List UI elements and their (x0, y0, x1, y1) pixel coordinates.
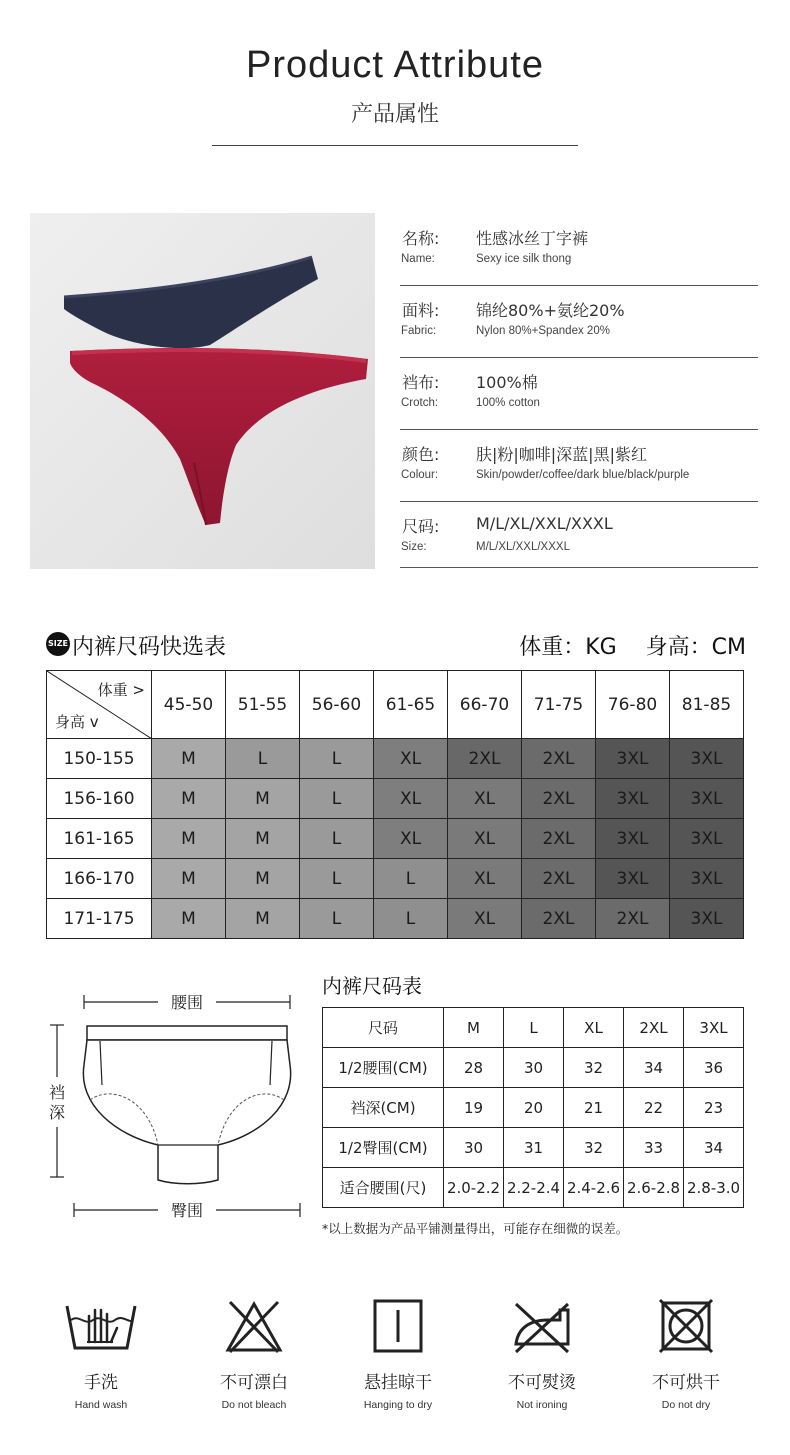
size-cell: XL (374, 779, 448, 819)
weight-header: 45-50 (152, 671, 226, 739)
size-cell: L (300, 859, 374, 899)
weight-header: 76-80 (596, 671, 670, 739)
size-table-title: 内裤尺码表 (322, 974, 422, 998)
row-label: 1/2臀围(CM) (323, 1128, 444, 1168)
attr-key: 面料: (402, 301, 440, 320)
table-cell: 2.8-3.0 (684, 1168, 744, 1208)
table-cell: 2.6-2.8 (624, 1168, 684, 1208)
waist-label: 腰围 (170, 993, 204, 1012)
table-cell: 34 (624, 1048, 684, 1088)
weight-header: 56-60 (300, 671, 374, 739)
attr-key-en: Size: (401, 541, 427, 553)
care-label-en: Hanging to dry (363, 1399, 433, 1411)
care-label: 手洗 (84, 1373, 118, 1393)
attr-value-en: 100% cotton (476, 397, 540, 409)
measurement-diagram (40, 985, 310, 1225)
no-iron-icon (510, 1298, 574, 1354)
attr-value-en: Sexy ice silk thong (476, 253, 572, 265)
care-item-no-bleach (194, 1298, 314, 1411)
size-cell: 3XL (596, 739, 670, 779)
hang-dry-icon (372, 1298, 424, 1354)
size-cell: L (226, 739, 300, 779)
table-cell: 2.2-2.4 (504, 1168, 564, 1208)
row-label: 适合腰围(尺) (323, 1168, 444, 1208)
size-cell: 3XL (596, 819, 670, 859)
table-cell: 32 (564, 1048, 624, 1088)
attr-value-en: M/L/XL/XXL/XXXL (476, 541, 570, 553)
attr-value-en: Skin/powder/coffee/dark blue/black/purple (476, 469, 690, 481)
corner-cell (47, 671, 152, 739)
size-cell: 3XL (670, 819, 744, 859)
size-cell: 2XL (522, 899, 596, 939)
height-header: 161-165 (47, 819, 152, 859)
page-subtitle: 产品属性 (350, 102, 439, 127)
table-cell: 34 (684, 1128, 744, 1168)
care-item-hand-wash (41, 1298, 161, 1411)
weight-header: 61-65 (374, 671, 448, 739)
table-cell: 21 (564, 1088, 624, 1128)
page-title: Product Attribute (246, 44, 544, 86)
size-cell: 3XL (596, 859, 670, 899)
size-cell: M (226, 899, 300, 939)
size-cell: 2XL (522, 859, 596, 899)
header-cell: 尺码 (323, 1008, 444, 1048)
quick-chart-units: 体重：KG 身高：CM (519, 635, 746, 660)
page-header (0, 44, 790, 128)
table-cell: 28 (444, 1048, 504, 1088)
attr-value: 100%棉 (476, 373, 538, 392)
attr-key: 尺码: (402, 517, 440, 536)
table-cell: 30 (504, 1048, 564, 1088)
table-cell: 2.0-2.2 (444, 1168, 504, 1208)
table-row (47, 819, 744, 859)
size-cell: L (300, 819, 374, 859)
care-item-hang-dry (338, 1298, 458, 1411)
weight-header: 51-55 (226, 671, 300, 739)
attr-value: 肤|粉|咖啡|深蓝|黑|紫红 (476, 445, 647, 464)
attr-name (400, 214, 758, 286)
size-cell: M (152, 779, 226, 819)
height-header: 171-175 (47, 899, 152, 939)
height-header: 166-170 (47, 859, 152, 899)
hand-wash-icon (63, 1298, 139, 1354)
row-label: 裆深(CM) (323, 1088, 444, 1128)
table-row (323, 1048, 744, 1088)
table-row (323, 1088, 744, 1128)
attr-crotch (400, 358, 758, 430)
table-row (323, 1168, 744, 1208)
size-cell: 3XL (596, 779, 670, 819)
quick-chart-header (46, 630, 746, 664)
size-cell: 2XL (596, 899, 670, 939)
size-cell: M (226, 779, 300, 819)
size-cell: XL (448, 779, 522, 819)
care-label-en: Do not dry (661, 1399, 711, 1411)
care-label-en: Do not bleach (221, 1399, 287, 1411)
size-cell: XL (448, 899, 522, 939)
rise-label: 裆深 (48, 1083, 65, 1122)
table-row (47, 739, 744, 779)
weight-axis-label: 体重 > (97, 681, 145, 699)
size-cell: 2XL (522, 779, 596, 819)
weight-header: 81-85 (670, 671, 744, 739)
care-label: 不可漂白 (220, 1373, 288, 1393)
care-label-en: Not ironing (516, 1399, 568, 1411)
size-cell: XL (374, 819, 448, 859)
attr-key-en: Colour: (401, 469, 439, 481)
table-cell: 36 (684, 1048, 744, 1088)
attr-fabric (400, 286, 758, 358)
hip-label: 臀围 (170, 1201, 204, 1220)
care-label: 悬挂晾干 (364, 1373, 432, 1393)
size-cell: XL (448, 859, 522, 899)
size-cell: 3XL (670, 859, 744, 899)
height-header: 150-155 (47, 739, 152, 779)
measurement-note: *以上数据为产品平铺测量得出，可能存在细微的误差。 (322, 1221, 629, 1236)
table-cell: 19 (444, 1088, 504, 1128)
care-item-no-tumble-dry (626, 1298, 746, 1411)
table-cell: 22 (624, 1088, 684, 1128)
size-cell: 2XL (522, 819, 596, 859)
table-row (47, 899, 744, 939)
attr-key: 颜色: (402, 445, 440, 464)
size-cell: 2XL (448, 739, 522, 779)
no-tumble-dry-icon (658, 1298, 714, 1354)
size-cell: M (152, 899, 226, 939)
size-cell: L (300, 739, 374, 779)
care-item-no-iron (482, 1298, 602, 1411)
header-cell: L (504, 1008, 564, 1048)
height-axis-label: 身高 v (55, 713, 99, 731)
quick-chart-title: 内裤尺码快选表 (72, 635, 227, 660)
header-divider (212, 145, 578, 146)
attr-size (400, 502, 758, 568)
table-cell: 2.4-2.6 (564, 1168, 624, 1208)
weight-header: 66-70 (448, 671, 522, 739)
size-cell: L (300, 899, 374, 939)
attr-value: M/L/XL/XXL/XXXL (476, 514, 613, 533)
size-cell: XL (448, 819, 522, 859)
size-table (322, 1007, 744, 1208)
size-cell: 3XL (670, 899, 744, 939)
care-label: 不可烘干 (652, 1373, 720, 1393)
table-row (323, 1128, 744, 1168)
header-cell: M (444, 1008, 504, 1048)
size-cell: L (374, 859, 448, 899)
attr-key-en: Crotch: (401, 397, 439, 409)
table-cell: 30 (444, 1128, 504, 1168)
attr-key: 裆布: (402, 373, 440, 392)
size-cell: 3XL (670, 739, 744, 779)
quick-size-table (46, 670, 744, 939)
size-cell: 2XL (522, 739, 596, 779)
size-cell: L (374, 899, 448, 939)
attr-key: 名称: (402, 229, 440, 248)
size-cell: XL (374, 739, 448, 779)
size-cell: M (152, 739, 226, 779)
size-cell: 3XL (670, 779, 744, 819)
product-photo (30, 213, 375, 569)
attribute-list (400, 214, 758, 568)
size-badge-icon: SIZE (46, 632, 70, 656)
care-label: 不可熨烫 (508, 1373, 576, 1393)
table-cell: 31 (504, 1128, 564, 1168)
table-cell: 23 (684, 1088, 744, 1128)
header-cell: XL (564, 1008, 624, 1048)
height-header: 156-160 (47, 779, 152, 819)
size-cell: L (300, 779, 374, 819)
attr-value: 锦纶80%+氨纶20% (476, 301, 625, 320)
table-cell: 32 (564, 1128, 624, 1168)
attr-key-en: Fabric: (401, 325, 437, 337)
care-label-en: Hand wash (74, 1399, 128, 1411)
header-cell: 3XL (684, 1008, 744, 1048)
table-row (47, 779, 744, 819)
row-label: 1/2腰围(CM) (323, 1048, 444, 1088)
size-cell: M (226, 819, 300, 859)
size-cell: M (152, 819, 226, 859)
attr-value-en: Nylon 80%+Spandex 20% (476, 325, 610, 337)
weight-header: 71-75 (522, 671, 596, 739)
table-cell: 20 (504, 1088, 564, 1128)
size-cell: M (226, 859, 300, 899)
table-header-row (47, 671, 744, 739)
table-row (47, 859, 744, 899)
size-cell: M (152, 859, 226, 899)
attr-colour (400, 430, 758, 502)
attr-key-en: Name: (401, 253, 435, 265)
table-header-row (323, 1008, 744, 1048)
table-cell: 33 (624, 1128, 684, 1168)
header-cell: 2XL (624, 1008, 684, 1048)
no-bleach-icon (224, 1298, 284, 1354)
attr-value: 性感冰丝丁字裤 (476, 229, 589, 248)
